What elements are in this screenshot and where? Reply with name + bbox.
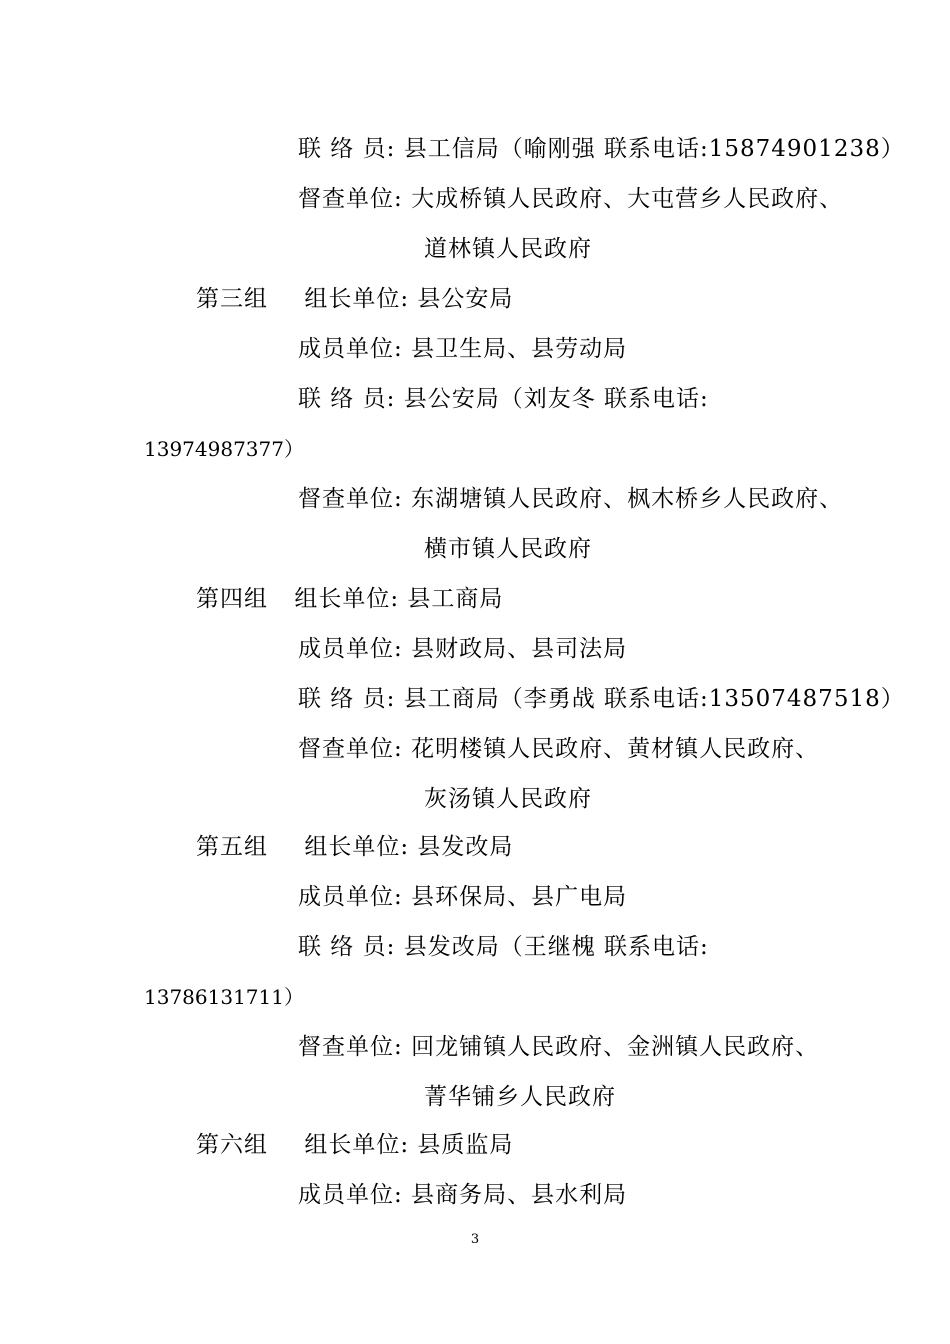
field-label: 督查单位: xyxy=(298,1034,403,1060)
liaison-line xyxy=(298,134,905,164)
liaison-line xyxy=(298,932,709,962)
continuation-line xyxy=(424,784,592,814)
members-line xyxy=(298,334,627,364)
field-label: 督查单位: xyxy=(298,186,403,212)
inspection-line xyxy=(298,184,843,214)
group-header-line xyxy=(196,1130,513,1160)
field-label: 联 络 员: xyxy=(298,386,396,412)
field-value: 县发改局（王继槐 联系电话: xyxy=(403,934,709,960)
field-value: 横市镇人民政府 xyxy=(424,536,592,562)
field-value: 县商务局、县水利局 xyxy=(411,1182,628,1208)
page-number: 3 xyxy=(470,1232,480,1247)
field-label: 成员单位: xyxy=(298,884,403,910)
field-value: 县财政局、县司法局 xyxy=(411,636,628,662)
field-value: 花明楼镇人民政府、黄材镇人民政府、 xyxy=(411,736,820,762)
field-value: 县公安局 xyxy=(417,286,514,312)
continuation-line xyxy=(424,534,592,564)
members-line xyxy=(298,634,627,664)
members-line xyxy=(298,882,627,912)
field-value: 道林镇人民政府 xyxy=(424,236,592,262)
field-label: 组长单位: xyxy=(294,586,400,612)
field-label: 组长单位: xyxy=(304,286,410,312)
liaison-line xyxy=(298,684,905,714)
field-value: 回龙铺镇人民政府、金洲镇人民政府、 xyxy=(411,1034,820,1060)
group-header-line xyxy=(196,832,513,862)
group-header-line xyxy=(196,284,513,314)
inspection-line xyxy=(298,734,819,764)
field-label: 组长单位: xyxy=(304,834,410,860)
field-label: 联 络 员: xyxy=(298,686,396,712)
field-label: 成员单位: xyxy=(298,336,403,362)
field-label: 联 络 员: xyxy=(298,934,396,960)
field-value: 县环保局、县广电局 xyxy=(411,884,628,910)
group-header-line xyxy=(196,584,503,614)
field-value: 东湖塘镇人民政府、枫木桥乡人民政府、 xyxy=(411,486,844,512)
field-value: 灰汤镇人民政府 xyxy=(424,786,592,812)
field-value: 菁华铺乡人民政府 xyxy=(424,1084,616,1110)
inspection-line xyxy=(298,1032,819,1062)
field-value: 13974987377） xyxy=(144,437,304,461)
field-value: 县工商局（李勇战 联系电话:13507487518） xyxy=(403,686,905,712)
field-value: 大成桥镇人民政府、大屯营乡人民政府、 xyxy=(411,186,844,212)
field-label: 督查单位: xyxy=(298,486,403,512)
liaison-line xyxy=(298,384,709,414)
field-value: 县质监局 xyxy=(417,1132,514,1158)
phone-continuation-line xyxy=(144,982,304,1012)
field-value: 县发改局 xyxy=(417,834,514,860)
field-value: 县工商局 xyxy=(407,586,504,612)
field-value: 县公安局（刘友冬 联系电话: xyxy=(403,386,709,412)
field-label: 联 络 员: xyxy=(298,136,396,162)
field-value: 县工信局（喻刚强 联系电话:15874901238） xyxy=(403,136,905,162)
members-line xyxy=(298,1180,627,1210)
group-name: 第三组 xyxy=(196,286,268,312)
group-name: 第五组 xyxy=(196,834,268,860)
continuation-line xyxy=(424,234,592,264)
field-label: 督查单位: xyxy=(298,736,403,762)
group-name: 第四组 xyxy=(196,586,268,612)
field-label: 成员单位: xyxy=(298,1182,403,1208)
phone-continuation-line xyxy=(144,434,304,464)
field-value: 13786131711） xyxy=(144,985,304,1009)
field-label: 成员单位: xyxy=(298,636,403,662)
continuation-line xyxy=(424,1082,616,1112)
field-label: 组长单位: xyxy=(304,1132,410,1158)
field-value: 县卫生局、县劳动局 xyxy=(411,336,628,362)
group-name: 第六组 xyxy=(196,1132,268,1158)
inspection-line xyxy=(298,484,843,514)
